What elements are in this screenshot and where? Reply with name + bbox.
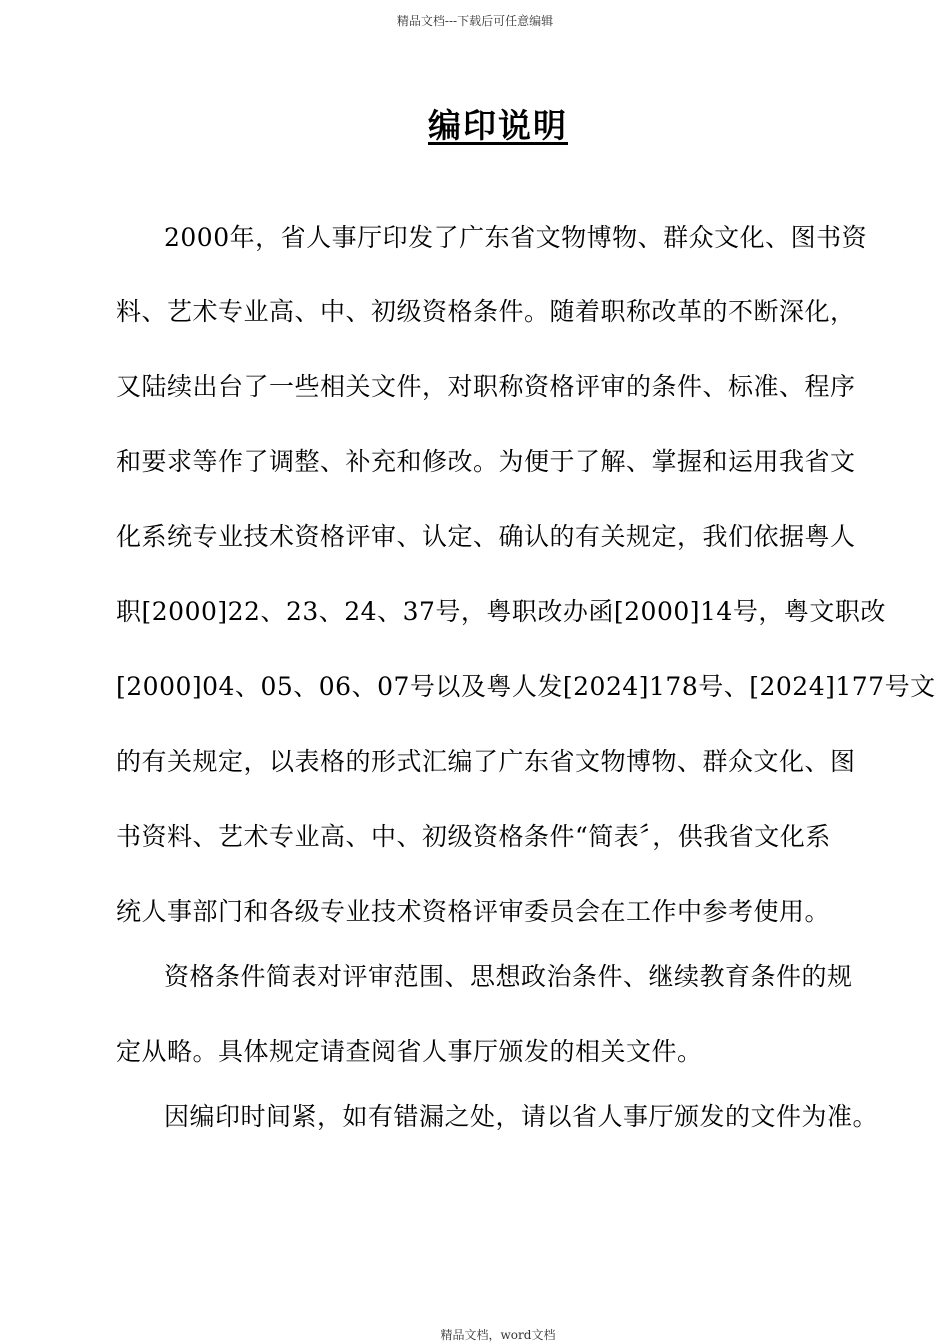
paragraph-1-line-5: 化系统专业技术资格评审、认定、确认的有关规定，我们依据粤人	[116, 522, 856, 551]
paragraph-1-line-1: 2000年，省人事厅印发了广东省文物博物、群众文化、图书资	[164, 223, 868, 252]
page-footer: 精品文档，word文档	[440, 1328, 556, 1342]
paragraph-1-line-4: 和要求等作了调整、补充和修改。为便于了解、掌握和运用我省文	[116, 447, 856, 476]
paragraph-1-line-8: 的有关规定，以表格的形式汇编了广东省文物博物、群众文化、图	[116, 747, 856, 776]
page-title: 编印说明	[428, 106, 568, 145]
paragraph-2-line-2: 定从略。具体规定请查阅省人事厅颁发的相关文件。	[116, 1037, 703, 1066]
paragraph-1-line-7: [2000]04、05、06、07号以及粤人发[2024]178号、[2024]177号文	[116, 672, 936, 701]
paragraph-1-line-9: 书资料、艺术专业高、中、初级资格条件“简表〞，供我省文化系	[116, 822, 831, 851]
paragraph-1-line-10: 统人事部门和各级专业技术资格评审委员会在工作中参考使用。	[116, 897, 831, 926]
paragraph-1-line-6: 职[2000]22、23、24、37号，粤职改办函[2000]14号，粤文职改	[116, 597, 886, 626]
page-header: 精品文档---下载后可任意编辑	[396, 14, 554, 28]
paragraph-1-line-3: 又陆续出台了一些相关文件，对职称资格评审的条件、标准、程序	[116, 372, 856, 401]
paragraph-1-line-2: 料、艺术专业高、中、初级资格条件。随着职称改革的不断深化，	[116, 297, 856, 326]
paragraph-3-line-1: 因编印时间紧，如有错漏之处，请以省人事厅颁发的文件为准。	[164, 1102, 879, 1131]
paragraph-2-line-1: 资格条件简表对评审范围、思想政治条件、继续教育条件的规	[164, 962, 853, 991]
